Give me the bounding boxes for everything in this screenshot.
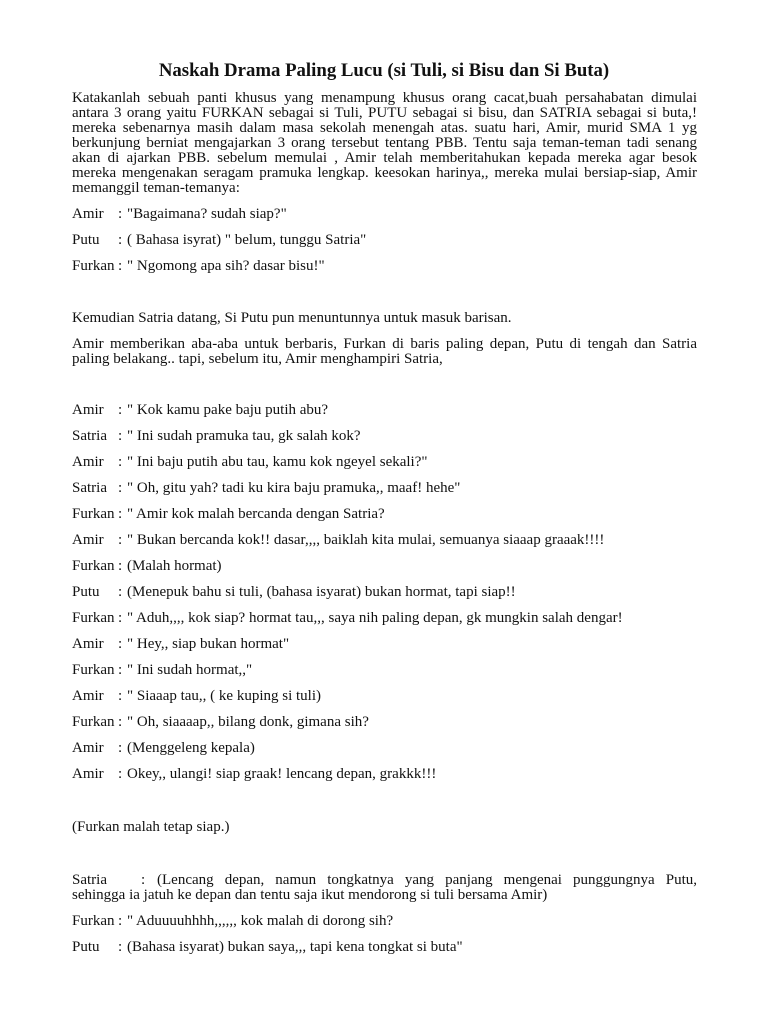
narration-paragraph bbox=[72, 311, 697, 326]
dialogue-text: " Oh, gitu yah? tadi ku kira baju pramuka,, maaf! hehe" bbox=[127, 480, 461, 496]
speaker-separator: : bbox=[118, 636, 123, 652]
dialogue-line-first bbox=[72, 873, 697, 888]
dialogue-line bbox=[72, 940, 697, 955]
narration-line: (Furkan malah tetap siap.) bbox=[72, 819, 230, 835]
dialogue-line bbox=[72, 767, 697, 782]
speaker-separator: : bbox=[118, 662, 123, 678]
narration-paragraph bbox=[72, 820, 697, 835]
speaker-separator: : bbox=[118, 506, 123, 522]
speaker-name: Amir bbox=[72, 636, 104, 652]
dialogue-line bbox=[72, 481, 697, 496]
dialogue-line bbox=[72, 637, 697, 652]
speaker-separator: : bbox=[118, 402, 123, 418]
speaker-name: Amir bbox=[72, 532, 104, 548]
speaker-name: Furkan bbox=[72, 610, 115, 626]
dialogue-line bbox=[72, 689, 697, 704]
dialogue-line bbox=[72, 559, 697, 574]
dialogue-text: " Oh, siaaaap,, bilang donk, gimana sih? bbox=[127, 714, 369, 730]
dialogue-line bbox=[72, 533, 697, 548]
speaker-separator: : bbox=[118, 480, 123, 496]
dialogue-text: (Malah hormat) bbox=[127, 558, 222, 574]
dialogue-text: ( Bahasa isyrat) " belum, tunggu Satria" bbox=[127, 232, 367, 248]
speaker-name: Putu bbox=[72, 939, 100, 955]
dialogue-text: " Aduuuuhhhh,,,,,, kok malah di dorong sih? bbox=[127, 913, 394, 929]
dialogue-text: " Aduh,,,, kok siap? hormat tau,,, saya nih paling depan, gk mungkin salah dengar! bbox=[127, 610, 623, 626]
speaker-separator: : bbox=[118, 428, 123, 444]
speaker-separator: : bbox=[118, 740, 123, 756]
speaker-separator: : bbox=[141, 872, 146, 888]
dialogue-text: (Lencang depan, namun tongkatnya yang panjang mengenai punggungnya Putu, bbox=[157, 872, 697, 888]
dialogue-text: "Bagaimana? sudah siap?" bbox=[127, 206, 287, 222]
speaker-separator: : bbox=[118, 532, 123, 548]
dialogue-line bbox=[72, 873, 697, 903]
dialogue-line bbox=[72, 663, 697, 678]
narration-line: Kemudian Satria datang, Si Putu pun menuntunnya untuk masuk barisan. bbox=[72, 310, 512, 326]
speaker-name: Amir bbox=[72, 740, 104, 756]
speaker-name: Amir bbox=[72, 402, 104, 418]
speaker-separator: : bbox=[118, 688, 123, 704]
dialogue-text: (Bahasa isyarat) bukan saya,,, tapi kena tongkat si buta" bbox=[127, 939, 463, 955]
speaker-name: Furkan bbox=[72, 558, 115, 574]
speaker-separator: : bbox=[118, 584, 123, 600]
dialogue-line bbox=[72, 507, 697, 522]
dialogue-text: " Kok kamu pake baju putih abu? bbox=[127, 402, 329, 418]
dialogue-text: " Ini baju putih abu tau, kamu kok ngeyel sekali?" bbox=[127, 454, 428, 470]
intro-line: memanggil teman-temanya: bbox=[72, 180, 240, 196]
speaker-name: Furkan bbox=[72, 506, 115, 522]
speaker-name: Putu bbox=[72, 232, 100, 248]
speaker-name: Satria bbox=[72, 428, 107, 444]
dialogue-text: (Menepuk bahu si tuli, (bahasa isyarat) bukan hormat, tapi siap!! bbox=[127, 584, 516, 600]
document-title: Naskah Drama Paling Lucu (si Tuli, si Bisu dan Si Buta) bbox=[158, 60, 610, 81]
dialogue-line bbox=[72, 741, 697, 756]
dialogue-text: " Bukan bercanda kok!! dasar,,,, baiklah kita mulai, semuanya siaaap graaak!!!! bbox=[127, 532, 605, 548]
narration-paragraph bbox=[72, 337, 697, 367]
dialogue-text: Okey,, ulangi! siap graak! lencang depan, grakkk!!! bbox=[127, 766, 437, 782]
speaker-name: Putu bbox=[72, 584, 100, 600]
dialogue-line bbox=[72, 429, 697, 444]
dialogue-line bbox=[72, 914, 697, 929]
narration-line: Amir memberikan aba-aba untuk berbaris, Furkan di baris paling depan, Putu di tengah dan Satria bbox=[72, 336, 697, 352]
speaker-separator: : bbox=[118, 258, 123, 274]
speaker-name: Furkan bbox=[72, 913, 115, 929]
intro-line: Katakanlah sebuah panti khusus yang menampung khusus orang cacat,buah persahabatan dimulai bbox=[72, 90, 697, 106]
dialogue-line bbox=[72, 585, 697, 600]
intro-line: berkunjung berniat mengajarkan 3 orang tersebut tentang PBB. Tentu saja teman-teman tadi senang bbox=[72, 135, 697, 151]
speaker-name: Furkan bbox=[72, 662, 115, 678]
speaker-name: Amir bbox=[72, 206, 104, 222]
speaker-name: Amir bbox=[72, 688, 104, 704]
intro-line: antara 3 orang yaitu FURKAN sebagai si Tuli, PUTU sebagai si bisu, dan SATRIA sebagai si buta,! bbox=[72, 105, 697, 121]
dialogue-scene-3 bbox=[72, 873, 697, 966]
dialogue-text: sehingga ia jatuh ke depan dan tentu saja ikut mendorong si tuli bersama Amir) bbox=[72, 887, 548, 903]
speaker-name: Furkan bbox=[72, 714, 115, 730]
dialogue-text: " Ini sudah hormat,," bbox=[127, 662, 253, 678]
speaker-name: Furkan bbox=[72, 258, 115, 274]
dialogue-line bbox=[72, 715, 697, 730]
intro-line: mereka sebenarnya masih dalam masa sekolah menengah atas. suatu hari, Amir, murid SMA 1 yg bbox=[72, 120, 697, 136]
dialogue-line bbox=[72, 611, 697, 626]
dialogue-text: " Ini sudah pramuka tau, gk salah kok? bbox=[127, 428, 361, 444]
dialogue-line bbox=[72, 259, 697, 274]
dialogue-text: " Ngomong apa sih? dasar bisu!" bbox=[127, 258, 325, 274]
speaker-separator: : bbox=[118, 454, 123, 470]
dialogue-line bbox=[72, 403, 697, 418]
dialogue-text: (Menggeleng kepala) bbox=[127, 740, 255, 756]
dialogue-text: " Siaaap tau,, ( ke kuping si tuli) bbox=[127, 688, 322, 704]
intro-line: mereka mengenakan seragam pramuka lengkap. keesokan harinya,, mereka mulai bersiap-siap, Amir bbox=[72, 165, 697, 181]
intro-line: akan di ajarkan PBB. sebelum memulai , Amir telah memberitahukan kepada mereka agar besok bbox=[72, 150, 697, 166]
narration-line: paling belakang.. tapi, sebelum itu, Amir menghampiri Satria, bbox=[72, 351, 443, 367]
dialogue-text: " Amir kok malah bercanda dengan Satria? bbox=[127, 506, 385, 522]
dialogue-line bbox=[72, 233, 697, 248]
speaker-name: Satria bbox=[72, 480, 107, 496]
dialogue-scene-1 bbox=[72, 207, 697, 285]
speaker-name: Satria bbox=[72, 872, 107, 888]
dialogue-scene-2 bbox=[72, 403, 697, 793]
speaker-name: Amir bbox=[72, 454, 104, 470]
speaker-separator: : bbox=[118, 913, 123, 929]
speaker-separator: : bbox=[118, 610, 123, 626]
speaker-separator: : bbox=[118, 714, 123, 730]
dialogue-text: " Hey,, siap bukan hormat" bbox=[127, 636, 290, 652]
dialogue-line bbox=[72, 455, 697, 470]
speaker-name: Amir bbox=[72, 766, 104, 782]
speaker-separator: : bbox=[118, 766, 123, 782]
intro-paragraph bbox=[72, 91, 697, 196]
speaker-separator: : bbox=[118, 939, 123, 955]
speaker-separator: : bbox=[118, 232, 123, 248]
speaker-separator: : bbox=[118, 558, 123, 574]
dialogue-line bbox=[72, 207, 697, 222]
speaker-separator: : bbox=[118, 206, 123, 222]
